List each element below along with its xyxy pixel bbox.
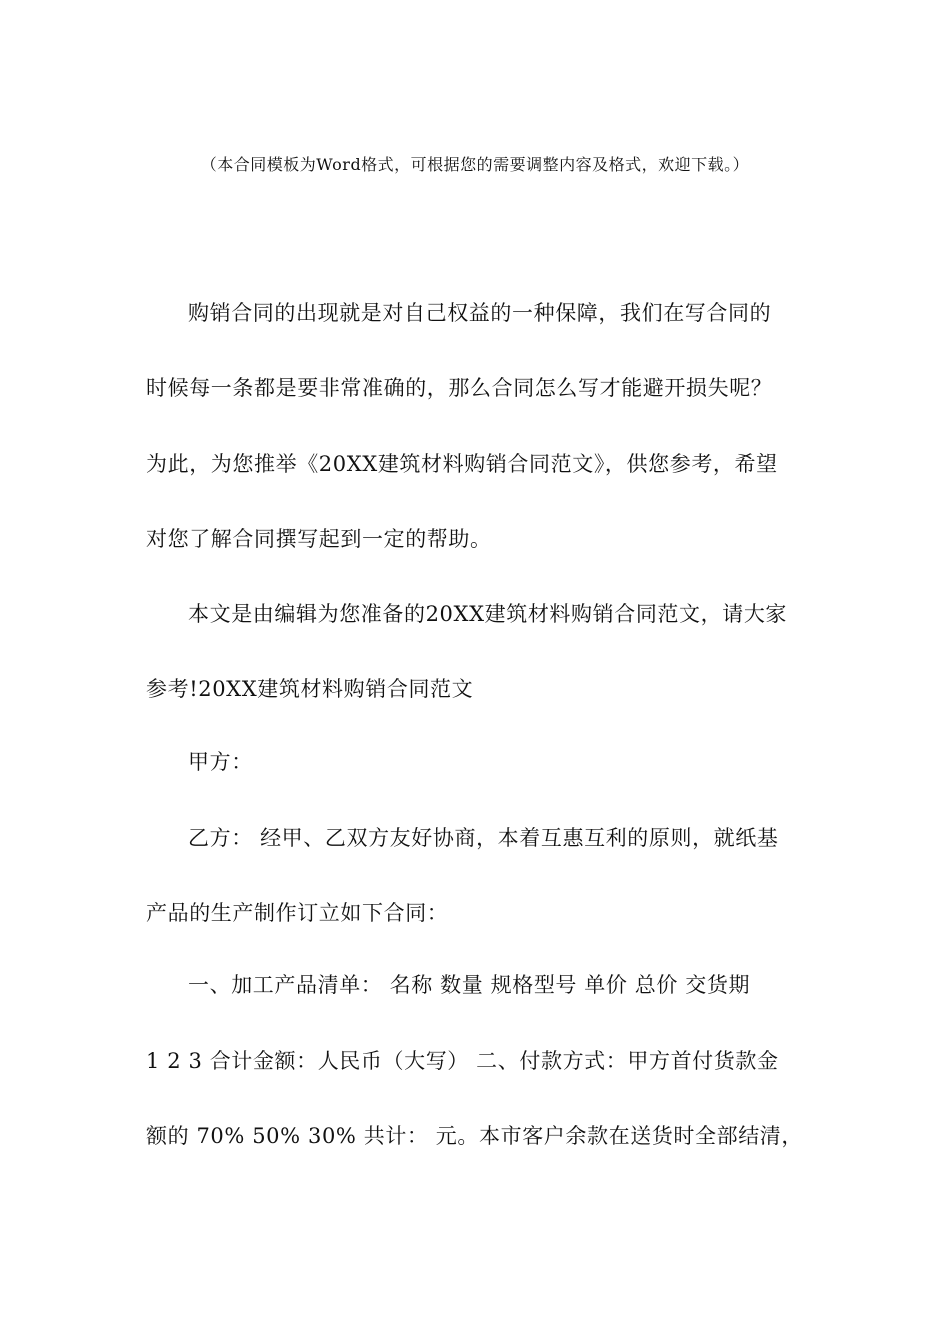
paragraph-line: 时候每一条都是要非常准确的，那么合同怎么写才能避开损失呢？ [146,376,773,400]
paragraph-line: 购销合同的出现就是对自己权益的一种保障，我们在写合同的 [188,301,772,325]
party-a-line: 甲方： [188,750,253,774]
template-note: （本合同模板为Word格式，可根据您的需要调整内容及格式，欢迎下载。） [200,155,750,174]
paragraph-line: 产品的生产制作订立如下合同： [146,901,449,925]
paragraph-line: 为此，为您推举《20XX建筑材料购销合同范文》，供您参考，希望 [146,452,778,476]
paragraph-line: 参考!20XX建筑材料购销合同范文 [146,677,474,701]
paragraph-line: 对您了解合同撰写起到一定的帮助。 [146,527,492,551]
product-list-line: 一、加工产品清单： 名称 数量 规格型号 单价 总价 交货期 [188,973,751,997]
paragraph-line: 本文是由编辑为您准备的20XX建筑材料购销合同范文，请大家 [188,602,788,626]
paragraph-line: 1 2 3 合计金额：人民币（大写） 二、付款方式：甲方首付货款金 [146,1049,779,1073]
party-b-line: 乙方： 经甲、乙双方友好协商，本着互惠互利的原则，就纸基 [188,826,779,850]
paragraph-line: 额的 70% 50% 30% 共计： 元。本市客户余款在送货时全部结清， [146,1124,804,1148]
